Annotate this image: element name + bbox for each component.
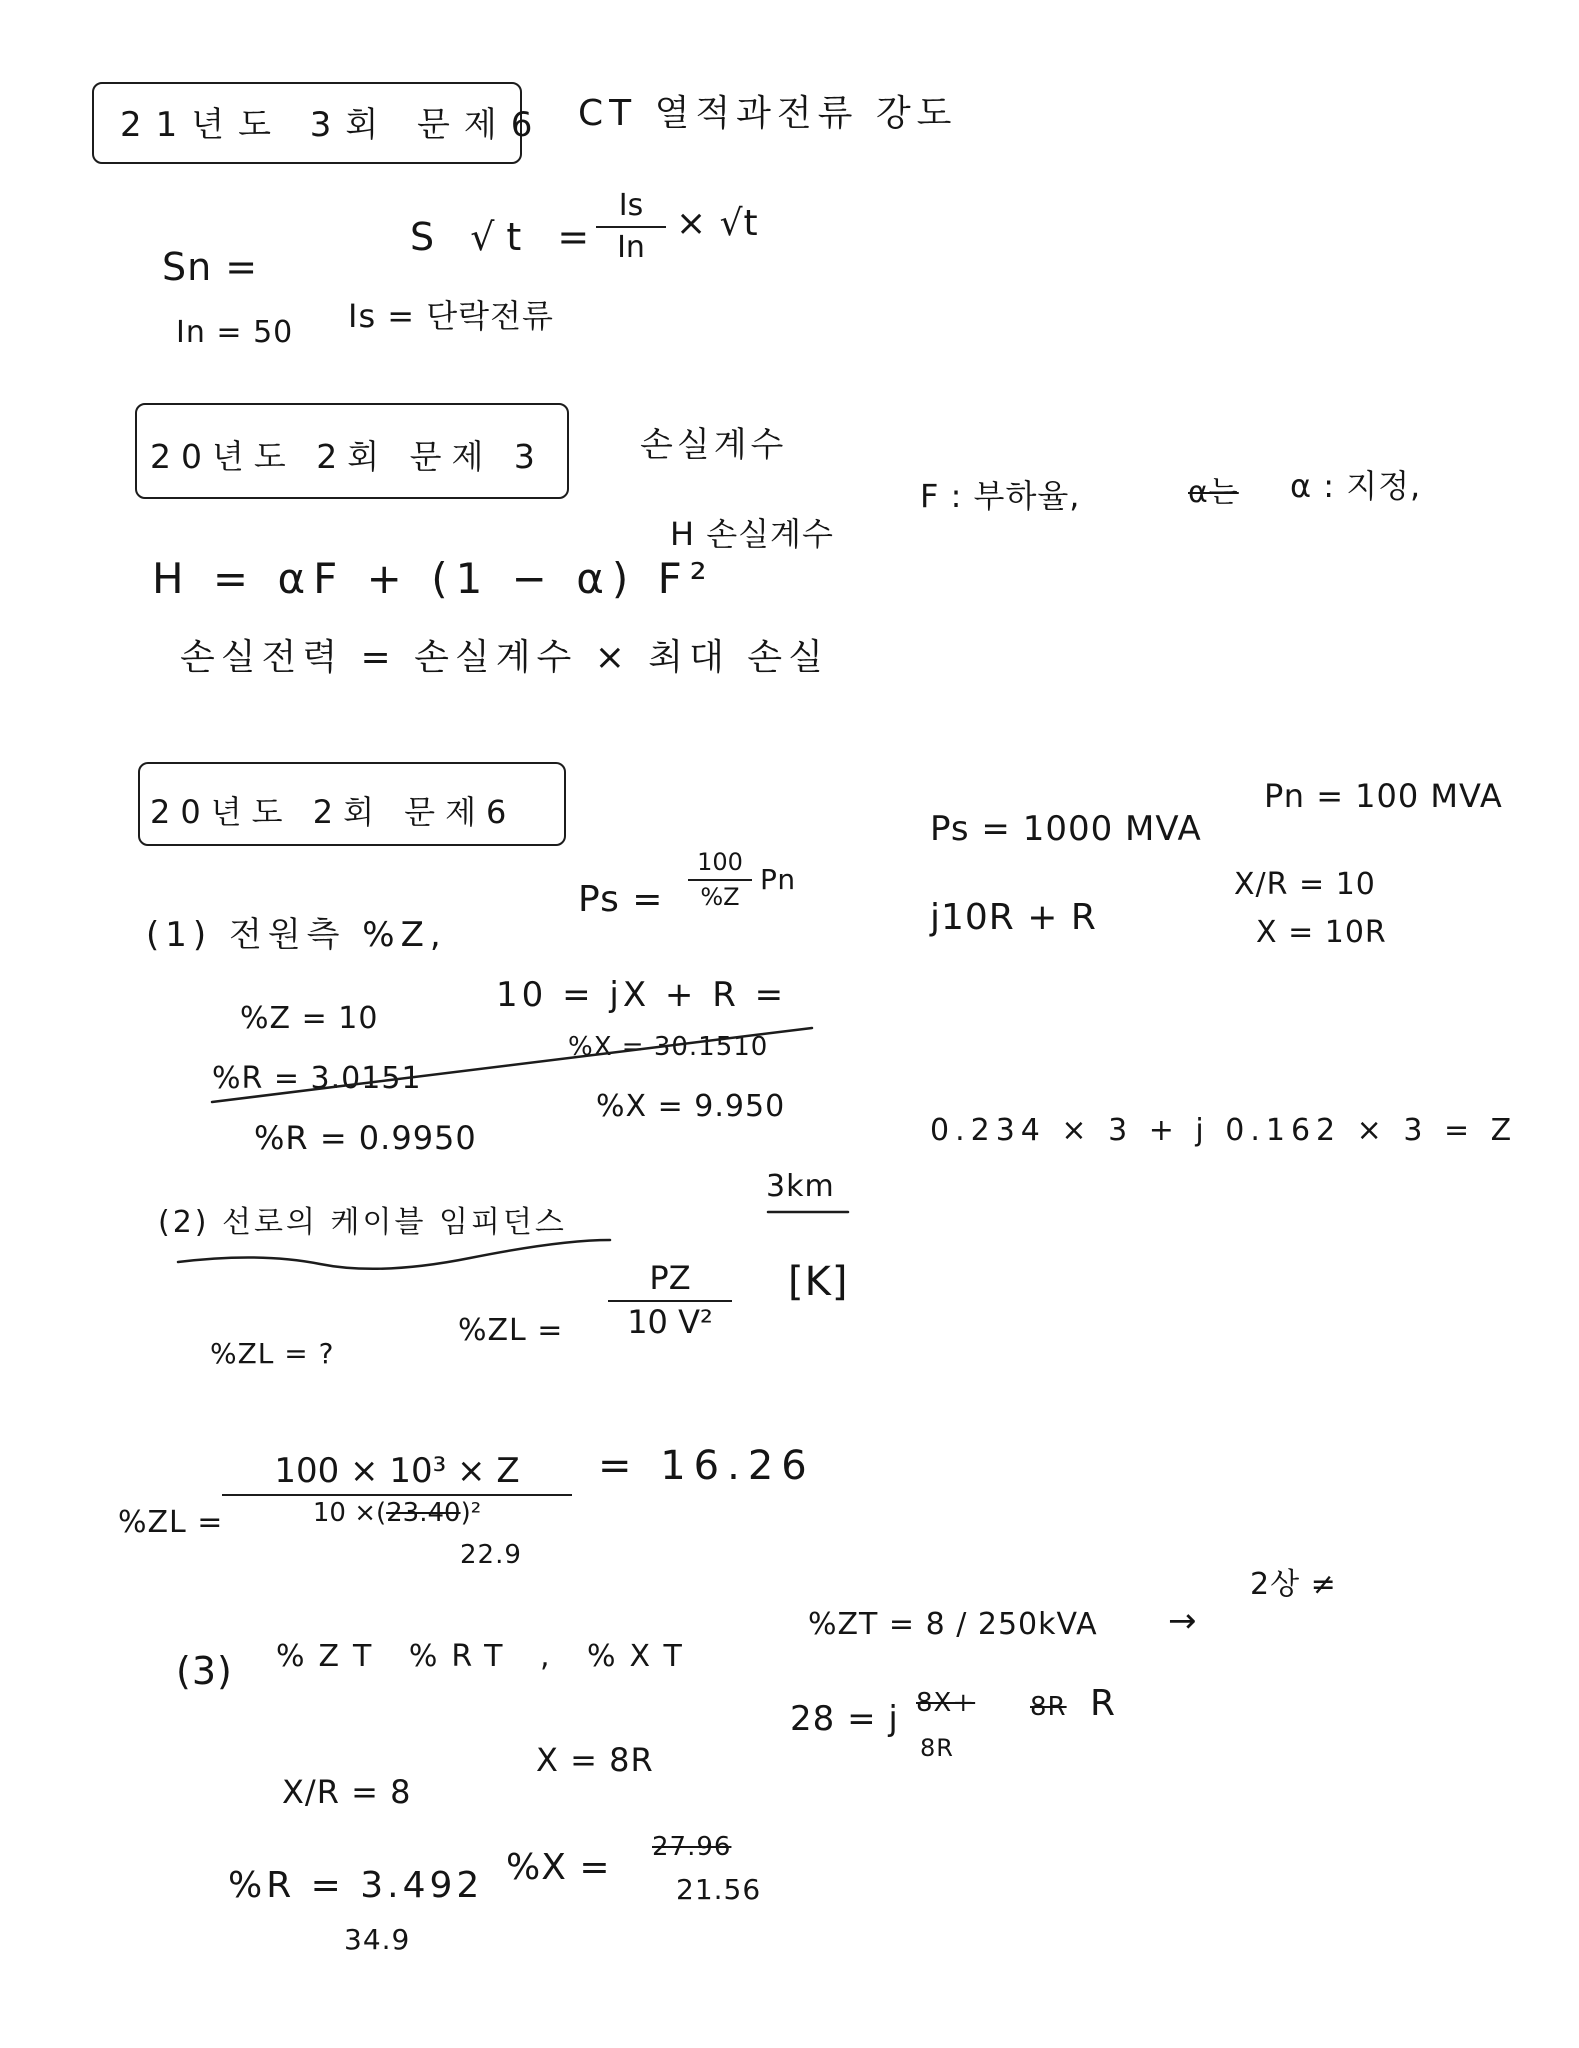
r-value: %R = 3.492: [228, 1865, 484, 1906]
in-denominator: In: [617, 229, 645, 265]
part3-items: %ZT %RT , %XT: [276, 1639, 696, 1674]
px-value: %X = 9.950: [596, 1089, 786, 1124]
pzl-denominator: 10 V²: [627, 1302, 713, 1341]
calc-lhs: %ZL =: [118, 1505, 224, 1540]
calc-denominator-fix: 22.9: [460, 1540, 522, 1570]
length-3km: 3km: [766, 1169, 835, 1204]
pzl-fraction: [608, 1259, 732, 1341]
sn-mid: S √t =: [410, 215, 602, 259]
z8-r: R: [1090, 1683, 1117, 1724]
calc-numerator: 100 × 10³ × Z: [274, 1451, 520, 1491]
ps-tail: Pn: [760, 863, 797, 896]
ps-denominator: %Z: [700, 883, 740, 912]
in-value: In = 50: [176, 315, 294, 350]
part2-label: (2) 선로의 케이블 임피던스: [158, 1205, 567, 1240]
j10r-expr: j10R + R: [930, 897, 1097, 938]
pzl-lhs: %ZL =: [458, 1313, 564, 1348]
impedance-eq: 10 = jX + R =: [496, 975, 788, 1015]
pr-value: %R = 0.9950: [254, 1119, 477, 1157]
arrow: →: [1168, 1601, 1198, 1641]
pzl-question: %ZL = ?: [210, 1337, 335, 1370]
x-equals-10r: X = 10R: [1256, 915, 1387, 950]
x-8r: X = 8R: [536, 1741, 654, 1779]
z8-struck-a: 8X+: [916, 1688, 976, 1718]
x-fixed: 21.56: [676, 1873, 762, 1906]
zt-equation: %ZT = 8 / 250kVA: [808, 1607, 1098, 1642]
pr-struck: %R = 3.0151: [212, 1061, 422, 1096]
pzl-unit: [K]: [788, 1259, 849, 1305]
zt-note: 2상 ≠: [1250, 1567, 1337, 1602]
part1-label: (1) 전원측 %Z,: [146, 915, 447, 955]
loss-power-line: 손실전력 = 손실계수 × 최대 손실: [180, 637, 829, 678]
x-struck: 27.96: [652, 1832, 732, 1862]
h-equation: H = αF + (1 − α) F²: [152, 554, 715, 603]
fraction-bar: [222, 1494, 572, 1496]
ps-numerator: 100: [697, 848, 743, 876]
px-struck: %X = 30.1510: [568, 1032, 769, 1062]
alpha-struck: α는: [1188, 475, 1239, 510]
section2-heading: 20년도 2회 문제 3: [150, 437, 545, 476]
part3-label: (3): [176, 1649, 233, 1693]
pn-definition: Pn = 100 MVA: [1264, 777, 1503, 815]
is-definition: Is = 단락전류: [348, 297, 554, 335]
h-definition: H 손실계수: [670, 515, 834, 553]
xr-8: X/R = 8: [282, 1773, 412, 1811]
alpha-definition: α : 지정,: [1290, 467, 1422, 505]
ps-lhs: Ps =: [578, 879, 664, 920]
section1-topic: CT 열적과전류 강도: [578, 93, 958, 134]
is-numerator: Is: [618, 188, 644, 223]
calc-result: = 16.26: [598, 1443, 815, 1489]
z8-lhs: 28 = j: [790, 1699, 899, 1739]
z8-struck-b: 8R: [1030, 1692, 1067, 1722]
calc-fraction: [222, 1451, 572, 1528]
pzl-numerator: PZ: [649, 1259, 691, 1297]
ps-definition: Ps = 1000 MVA: [930, 809, 1202, 849]
section2-topic: 손실계수: [640, 425, 788, 465]
section1-heading: 21년도 3회 문제6: [120, 105, 547, 145]
z8-under: 8R: [920, 1734, 954, 1762]
struck-voltage: 23.40: [386, 1497, 461, 1528]
pz-value: %Z = 10: [240, 1001, 379, 1036]
f-definition: F : 부하율,: [920, 477, 1081, 515]
squiggle-underline: [178, 1240, 610, 1269]
section3-heading: 20년도 2회 문제6: [150, 793, 517, 831]
sn-label: Sn =: [162, 245, 259, 289]
r-alt-value: 34.9: [344, 1923, 411, 1956]
sqrt-t-tail: × √t: [676, 203, 759, 244]
xr-ratio: X/R = 10: [1234, 867, 1376, 902]
fraction-bar: [608, 1300, 732, 1302]
z-line-calc: 0.234 × 3 + j 0.162 × 3 = Z: [930, 1113, 1518, 1148]
x-lhs: %X =: [506, 1847, 611, 1888]
calc-denominator: 10 ×(23.40)²: [312, 1497, 482, 1528]
